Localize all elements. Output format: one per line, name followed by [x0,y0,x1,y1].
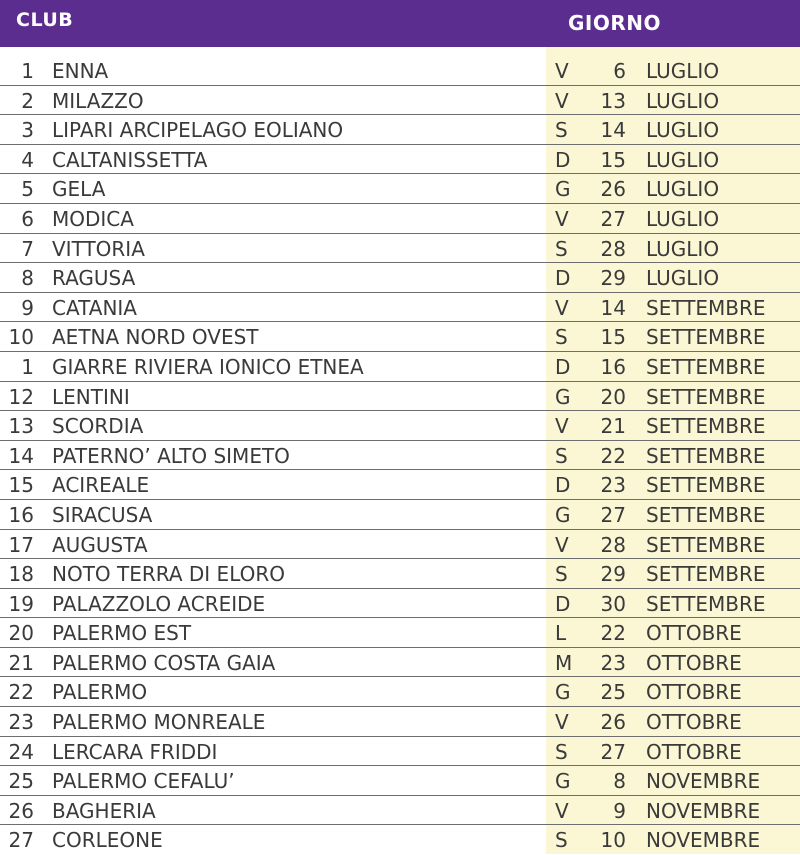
club-name: RAGUSA [52,266,136,291]
day-letter: V [555,88,569,113]
day-number: 27 [600,502,626,527]
row-number: 23 [8,710,34,735]
day-number: 23 [600,473,626,498]
table-row [0,677,800,707]
month-name: LUGLIO [646,118,720,143]
day-letter: V [555,798,569,823]
club-name: AETNA NORD OVEST [52,325,259,350]
club-name: PALAZZOLO ACREIDE [52,591,266,616]
table-row [0,204,800,234]
club-name: LERCARA FRIDDI [52,739,218,764]
club-name: NOTO TERRA DI ELORO [52,562,285,587]
day-number: 14 [600,118,626,143]
day-number: 9 [613,798,626,823]
day-letter: L [555,621,567,646]
month-name: LUGLIO [646,266,720,291]
club-name: ENNA [52,59,109,83]
day-number: 27 [600,739,626,764]
giorno-column-header: GIORNO [568,11,661,35]
club-name: MODICA [52,206,134,231]
row-number: 26 [8,798,34,823]
day-letter: D [555,473,571,498]
day-letter: D [555,147,571,172]
month-name: LUGLIO [646,206,720,231]
row-number: 20 [8,621,34,646]
day-number: 28 [600,532,626,557]
day-number: 20 [600,384,626,409]
table-row [0,174,800,204]
table-row [0,500,800,530]
day-letter: D [555,354,571,379]
row-number: 12 [8,384,34,409]
month-name: LUGLIO [646,59,720,83]
day-number: 23 [600,650,626,675]
row-number: 25 [8,769,34,794]
day-letter: G [555,177,571,202]
month-name: SETTEMBRE [646,384,766,409]
day-letter: S [555,325,568,350]
day-number: 13 [600,88,626,113]
day-letter: G [555,769,571,794]
table-row [0,618,800,648]
day-letter: D [555,266,571,291]
month-name: LUGLIO [646,147,720,172]
club-name: PATERNO’ ALTO SIMETO [52,443,290,468]
table-row [0,263,800,293]
row-number: 21 [8,650,34,675]
month-name: SETTEMBRE [646,295,766,320]
day-letter: D [555,591,571,616]
day-number: 8 [613,769,626,794]
day-number: 16 [600,354,626,379]
row-number: 3 [21,118,34,143]
day-letter: V [555,710,569,735]
row-number: 2 [21,88,34,113]
day-letter: V [555,206,569,231]
day-number: 30 [600,591,626,616]
table-header [0,0,800,47]
day-number: 21 [600,414,626,439]
day-number: 22 [600,443,626,468]
club-name: PALERMO COSTA GAIA [52,650,276,675]
schedule-table [0,56,800,855]
table-row [0,825,800,855]
month-name: SETTEMBRE [646,532,766,557]
table-row [0,737,800,767]
day-letter: V [555,295,569,320]
table-row [0,382,800,412]
club-name: PALERMO EST [52,621,192,646]
club-name: ACIREALE [52,473,150,498]
month-name: SETTEMBRE [646,502,766,527]
day-letter: S [555,562,568,587]
month-name: OTTOBRE [646,650,742,675]
club-name: CORLEONE [52,828,163,853]
row-number: 4 [21,147,34,172]
table-row [0,441,800,471]
day-letter: S [555,236,568,261]
day-letter: V [555,532,569,557]
month-name: SETTEMBRE [646,562,766,587]
row-number: 7 [21,236,34,261]
table-row [0,648,800,678]
table-row [0,234,800,264]
day-number: 27 [600,206,626,231]
day-letter: S [555,118,568,143]
club-name: LIPARI ARCIPELAGO EOLIANO [52,118,344,143]
club-name: GIARRE RIVIERA IONICO ETNEA [52,354,364,379]
day-number: 10 [600,828,626,853]
row-number: 22 [8,680,34,705]
month-name: OTTOBRE [646,739,742,764]
row-number: 8 [21,266,34,291]
table-row [0,766,800,796]
table-row [0,796,800,826]
day-letter: S [555,828,568,853]
table-row [0,559,800,589]
row-number: 1 [21,354,34,379]
day-number: 29 [600,562,626,587]
club-column-header: CLUB [16,9,74,31]
month-name: SETTEMBRE [646,414,766,439]
month-name: OTTOBRE [646,710,742,735]
table-row [0,115,800,145]
day-letter: S [555,739,568,764]
club-name: MILAZZO [52,88,144,113]
month-name: SETTEMBRE [646,325,766,350]
club-name: CATANIA [52,295,137,320]
club-name: SCORDIA [52,414,144,439]
row-number: 13 [8,414,34,439]
day-number: 28 [600,236,626,261]
month-name: NOVEMBRE [646,828,761,853]
table-row [0,145,800,175]
table-row [0,293,800,323]
row-number: 14 [8,443,34,468]
day-letter: G [555,502,571,527]
month-name: LUGLIO [646,236,720,261]
day-number: 15 [600,147,626,172]
row-number: 10 [8,325,34,350]
table-row [0,86,800,116]
day-letter: V [555,59,569,83]
month-name: LUGLIO [646,177,720,202]
table-row [0,56,800,86]
month-name: NOVEMBRE [646,769,761,794]
day-letter: S [555,443,568,468]
month-name: SETTEMBRE [646,473,766,498]
row-number: 18 [8,562,34,587]
row-number: 5 [21,177,34,202]
table-row [0,589,800,619]
month-name: OTTOBRE [646,680,742,705]
row-number: 27 [8,828,34,853]
club-name: AUGUSTA [52,532,148,557]
day-number: 26 [600,710,626,735]
day-number: 6 [613,59,626,83]
month-name: SETTEMBRE [646,443,766,468]
table-row [0,530,800,560]
row-number: 15 [8,473,34,498]
club-name: PALERMO [52,680,148,705]
day-number: 15 [600,325,626,350]
month-name: LUGLIO [646,88,720,113]
day-number: 25 [600,680,626,705]
row-number: 16 [8,502,34,527]
table-row [0,322,800,352]
club-name: VITTORIA [52,236,145,261]
day-letter: V [555,414,569,439]
day-number: 29 [600,266,626,291]
day-letter: G [555,680,571,705]
club-name: SIRACUSA [52,502,153,527]
month-name: SETTEMBRE [646,591,766,616]
row-number: 19 [8,591,34,616]
club-name: GELA [52,177,106,202]
table-row [0,411,800,441]
day-number: 26 [600,177,626,202]
club-name: PALERMO CEFALU’ [52,769,235,794]
club-name: BAGHERIA [52,798,156,823]
row-number: 6 [21,206,34,231]
row-number: 9 [21,295,34,320]
day-letter: G [555,384,571,409]
club-name: CALTANISSETTA [52,147,208,172]
table-row [0,470,800,500]
table-row [0,707,800,737]
day-number: 22 [600,621,626,646]
club-name: PALERMO MONREALE [52,710,266,735]
month-name: OTTOBRE [646,621,742,646]
day-number: 14 [600,295,626,320]
month-name: NOVEMBRE [646,798,761,823]
row-number: 24 [8,739,34,764]
row-number: 1 [21,59,34,83]
day-letter: M [555,650,573,675]
month-name: SETTEMBRE [646,354,766,379]
row-number: 17 [8,532,34,557]
table-row [0,352,800,382]
club-name: LENTINI [52,384,130,409]
